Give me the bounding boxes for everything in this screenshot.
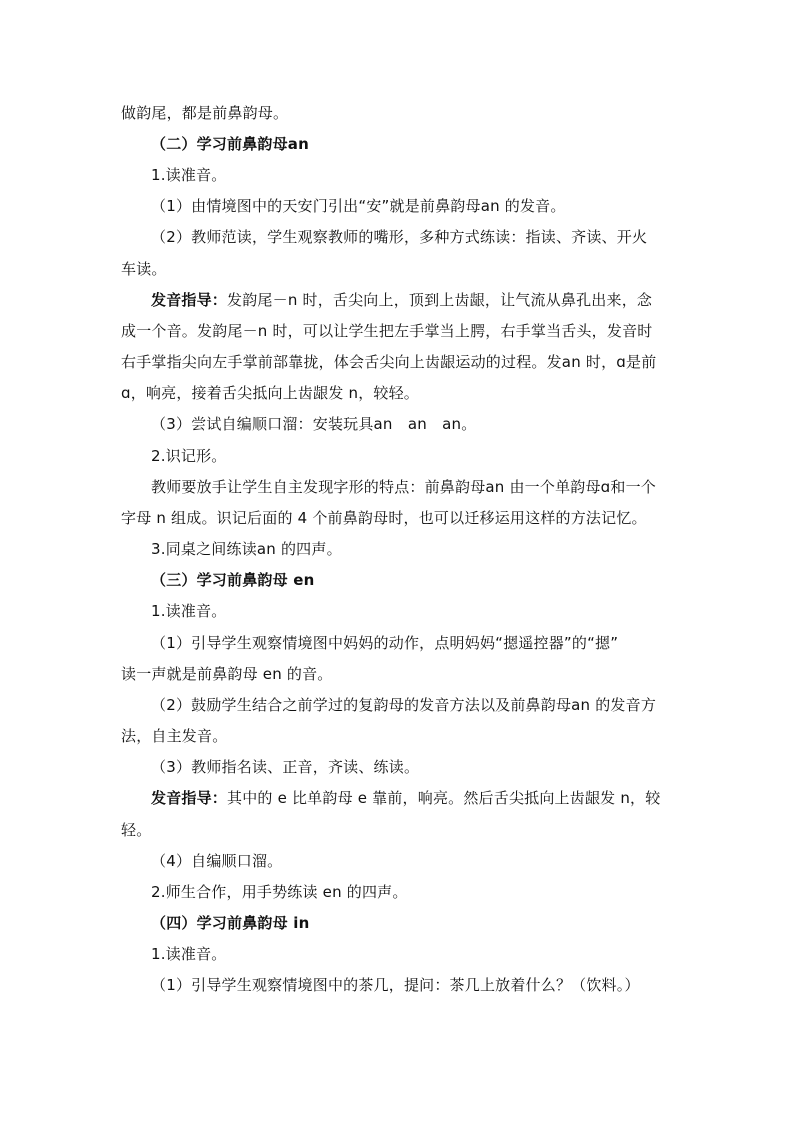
text-line: （3）教师指名读、正音，齐读、练读。	[151, 758, 420, 776]
text-line: 右手掌指尖向左手掌前部靠拢，体会舌尖向上齿龈运动的过程。发an 时，ɑ是前	[121, 353, 657, 371]
text-line: 轻。	[121, 821, 152, 839]
text-line: （2）鼓励学生结合之前学过的复韵母的发音方法以及前鼻韵母an 的发音方	[151, 696, 657, 714]
text-line: 法，自主发音。	[121, 727, 228, 745]
text-line	[151, 290, 652, 310]
section-heading-en: （三）学习前鼻韵母 en	[151, 571, 315, 589]
text-line: （1）引导学生观察情境图中妈妈的动作，点明妈妈“摁遥控器”的“摁”	[151, 634, 619, 652]
text-span: 其中的 e 比单韵母 e 靠前，响亮。然后舌尖抵向上齿龈发 n，较	[227, 789, 661, 807]
text-line	[151, 788, 660, 808]
pronunciation-guide-label: 发音指导：	[151, 789, 228, 807]
step-heading: 2.识记形。	[151, 447, 227, 465]
step-heading: 1.读准音。	[151, 166, 227, 184]
section-heading-in: （四）学习前鼻韵母 in	[151, 914, 310, 932]
text-line: （1）引导学生观察情境图中的茶几，提问：茶几上放着什么？（饮料。）	[151, 976, 640, 994]
text-line: （3）尝试自编顺口溜：安装玩具an an an。	[151, 415, 477, 433]
step-heading: 1.读准音。	[151, 945, 227, 963]
text-line: 成一个音。发韵尾－n 时，可以让学生把左手掌当上腭，右手掌当舌头，发音时	[121, 322, 653, 340]
text-line: 读一声就是前鼻韵母 en 的音。	[121, 665, 333, 683]
section-heading-an: （二）学习前鼻韵母an	[151, 135, 310, 153]
text-line: （2）教师范读，学生观察教师的嘴形，多种方式练读：指读、齐读、开火	[151, 228, 648, 246]
text-line: 教师要放手让学生自主发现字形的特点：前鼻韵母an 由一个单韵母ɑ和一个	[151, 478, 656, 496]
text-line: 车读。	[121, 260, 167, 278]
step-heading: 2.师生合作，用手势练读 en 的四声。	[151, 883, 408, 901]
text-line: （4）自编顺口溜。	[151, 852, 283, 870]
text-line: 做韵尾，都是前鼻韵母。	[121, 104, 289, 122]
text-line: ɑ，响亮，接着舌尖抵向上齿龈发 n，较轻。	[121, 384, 419, 402]
text-span: 发韵尾－n 时，舌尖向上，顶到上齿龈，让气流从鼻孔出来，念	[227, 291, 653, 309]
step-heading: 3.同桌之间练读an 的四声。	[151, 540, 342, 558]
pronunciation-guide-label: 发音指导：	[151, 291, 228, 309]
text-line: （1）由情境图中的天安门引出“安”就是前鼻韵母an 的发音。	[151, 197, 566, 215]
text-line: 字母 n 组成。识记后面的 4 个前鼻韵母时，也可以迁移运用这样的方法记忆。	[121, 509, 647, 527]
step-heading: 1.读准音。	[151, 602, 227, 620]
